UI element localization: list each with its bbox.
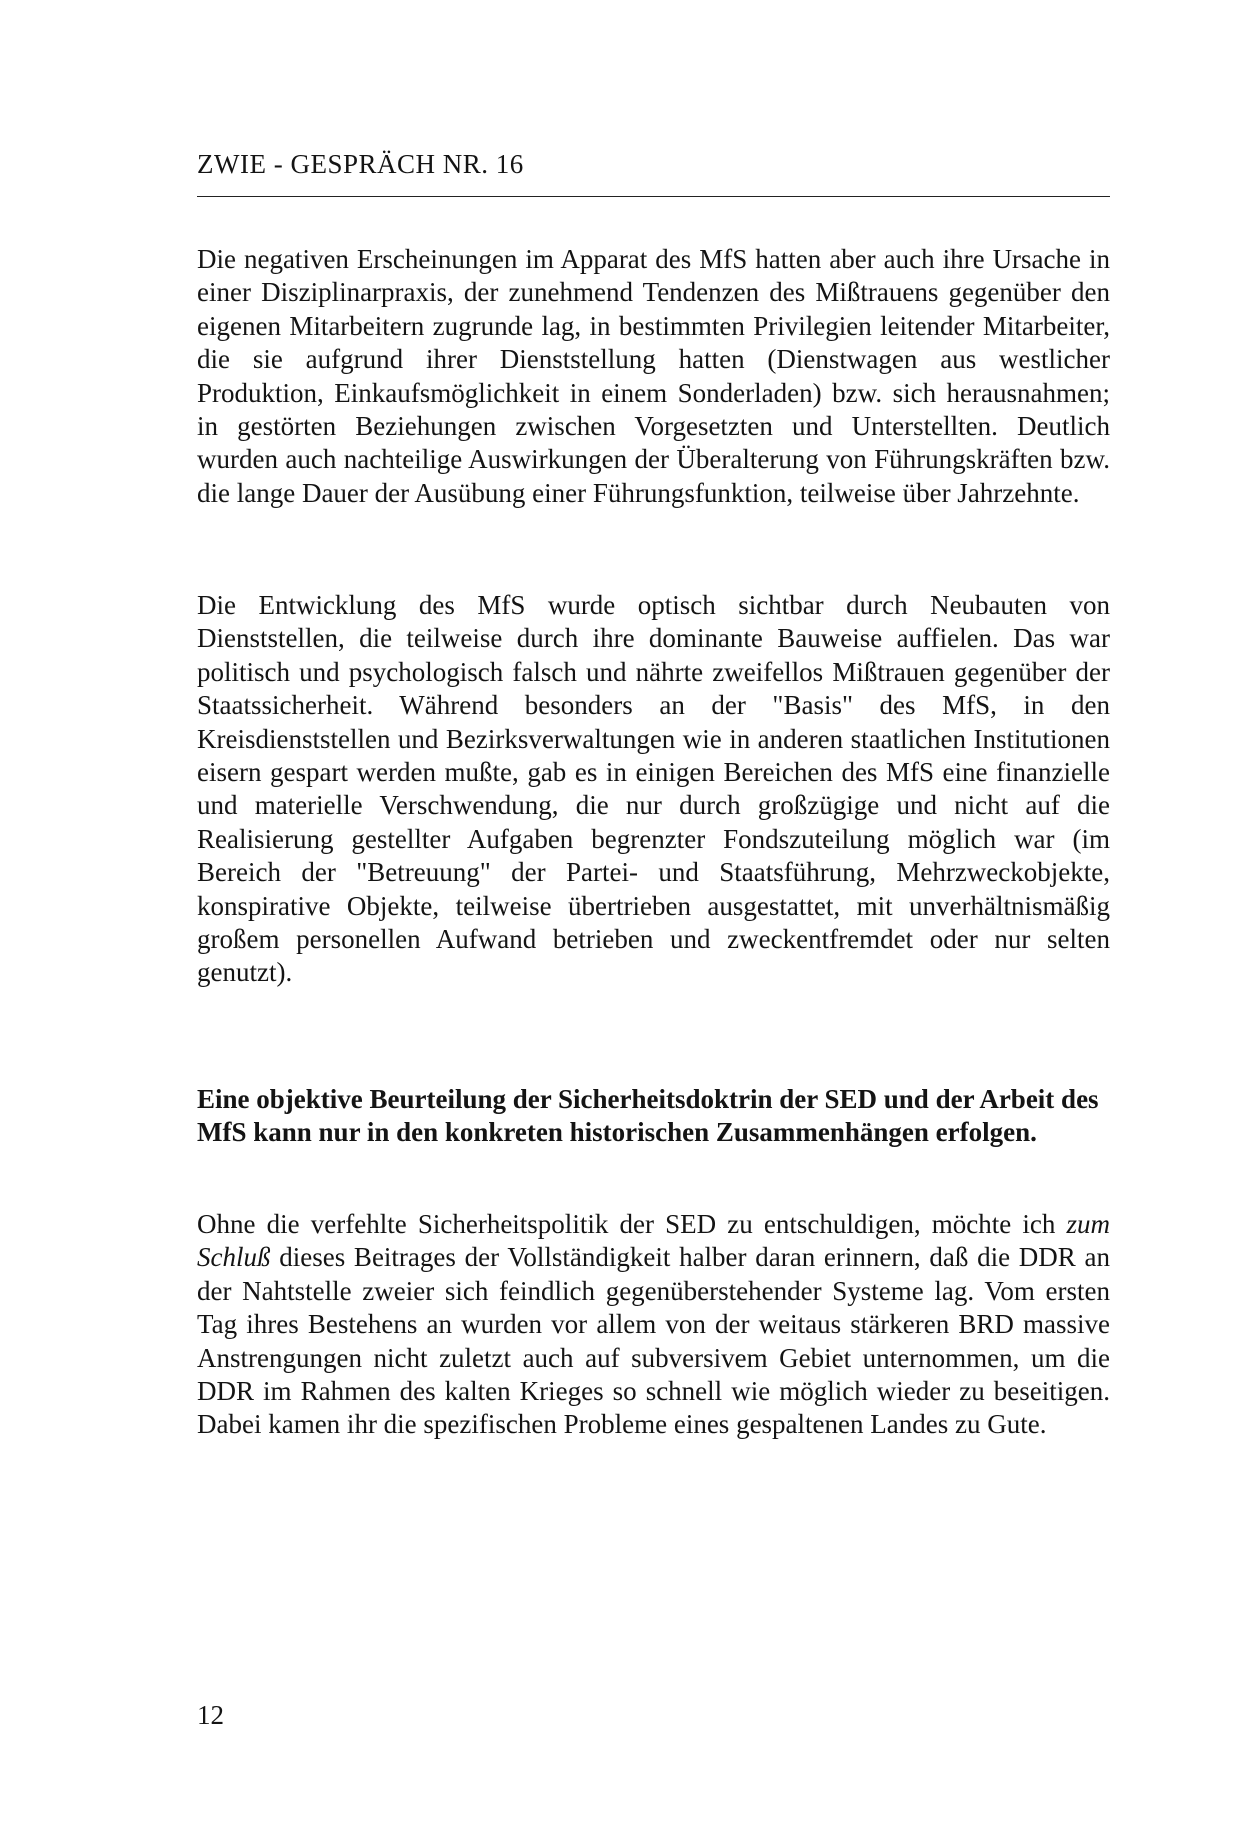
running-header: ZWIE - GESPRÄCH NR. 16 [197,149,524,179]
section-heading: Eine objektive Beurteilung der Sicherheitsdoktrin der SED und der Arbeit des MfS kann nur in den konkreten historischen Zusammenhängen erfolgen. [197,1084,1099,1148]
paragraph-3-text-start: Ohne die verfehlte Sicherheitspolitik der SED zu entschuldigen, möchte ich [197,1209,1067,1239]
body-paragraph-1: Die negativen Erscheinungen im Apparat des MfS hatten aber auch ihre Ursache in einer Disziplinarpraxis, der zunehmend Tendenzen des Mißtrauens gegenüber den eigenen Mitarbeitern zugrunde lag, in bestimmten Privilegien leitender Mitarbeiter, die sie aufgrund ihrer Dienststellung hatten (Dienstwagen aus westlicher Produktion, Einkaufsmöglichkeit in einem Sonderladen) bzw. sich herausnahmen; in gestörten Beziehungen zwischen Vorgesetzten und Unterstellten. Deutlich wurden auch nachteilige Auswirkungen der Überalterung von Führungskräften bzw. die lange Dauer der Ausübung einer Führungsfunktion, teilweise über Jahrzehnte. [197,244,1110,508]
header-rule [197,196,1110,197]
page-number: 12 [197,1700,224,1730]
body-paragraph-3 [197,1208,1110,1442]
paragraph-3-emphasis: zum Schluß [197,1209,1110,1273]
paragraph-3-text-end: dieses Beitrages der Vollständigkeit halber daran erinnern, daß die DDR an der Nahtstelle zweier sich feindlich gegenüberstehender Systeme lag. Vom ersten Tag ihres Bestehens an wurden vor allem von der weitaus stärkeren BRD massive Anstrengungen nicht zuletzt auch auf subversivem Gebiet unternommen, um die DDR im Rahmen des kalten Krieges so schnell wie möglich wieder zu beseitigen. Dabei kamen ihr die spezifischen Probleme eines gespaltenen Landes zu Gute. [197,1242,1110,1440]
body-paragraph-2: Die Entwicklung des MfS wurde optisch sichtbar durch Neubauten von Dienststellen, die teilweise durch ihre dominante Bauweise auffielen. Das war politisch und psychologisch falsch und nährte zweifellos Mißtrauen gegenüber der Staatssicherheit. Während besonders an der "Basis" des MfS, in den Kreisdienststellen und Bezirksverwaltungen wie in anderen staatlichen Institutionen eisern gespart werden mußte, gab es in einigen Bereichen des MfS eine finanzielle und materielle Verschwendung, die nur durch großzügige und nicht auf die Realisierung gestellter Aufgaben begrenzter Fondszuteilung möglich war (im Bereich der "Betreuung" der Partei- und Staatsführung, Mehrzweckobjekte, konspirative Objekte, teilweise übertrieben ausgestattet, mit unverhältnismäßig großem personellen Aufwand betrieben und zweckentfremdet oder nur selten genutzt). [197,590,1110,988]
